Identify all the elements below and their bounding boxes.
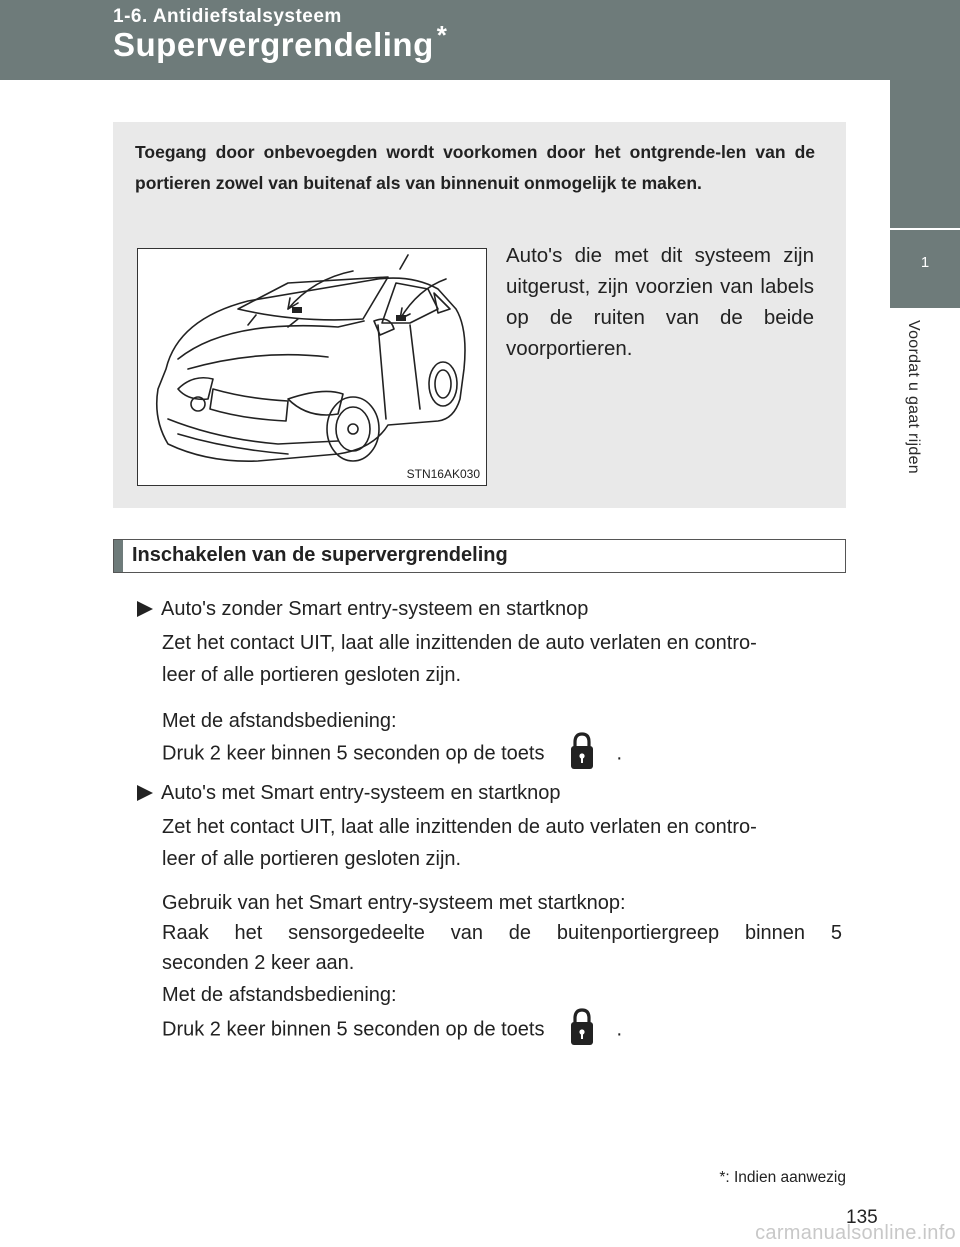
lock-icon — [570, 731, 594, 771]
bullet-arrow-icon — [137, 601, 153, 617]
page-number: 135 — [846, 1207, 878, 1228]
case1-line1: Zet het contact UIT, laat alle inzittenden de auto verlaten en contro- — [162, 632, 757, 654]
car-drawing — [138, 249, 486, 485]
figure-caption: Auto's die met dit systeem zijn uitgerust, zijn voorzien van labels op de ruiten van de beide voorportieren. — [506, 244, 814, 360]
case1-line2: leer of alle portieren gesloten zijn. — [162, 664, 462, 686]
optional-mark: * — [436, 20, 448, 50]
page-title-text: Supervergrendeling — [113, 26, 434, 63]
case1-remote-label: Met de afstandsbediening: — [162, 710, 397, 732]
side-tab-number[interactable]: 1 — [890, 228, 960, 310]
bullet-arrow-icon — [137, 785, 153, 801]
page-title — [113, 20, 448, 64]
case1-title-text: Auto's zonder Smart entry-systeem en startknop — [161, 598, 589, 620]
case1-remote-instruction — [162, 734, 842, 774]
footnote — [719, 1169, 846, 1187]
case2-line1: Zet het contact UIT, laat alle inzittenden de auto verlaten en contro- — [162, 816, 757, 838]
lock-icon — [570, 1007, 594, 1047]
footnote-text: : Indien aanwezig — [725, 1169, 846, 1186]
watermark: carmanualsonline.info — [755, 1222, 956, 1244]
footnote-mark: * — [719, 1169, 726, 1186]
section-heading-label: Inschakelen van de supervergrendeling — [132, 544, 508, 566]
side-tab-top — [890, 0, 960, 228]
case2-remote-instruction-end: . — [616, 1018, 623, 1041]
figure-code: STN16AK030 — [406, 467, 480, 481]
side-tab-divider — [890, 308, 960, 310]
case2-title — [137, 778, 561, 808]
case2-remote-instruction-text: Druk 2 keer binnen 5 seconden op de toets — [162, 1018, 545, 1041]
case2-line2: leer of alle portieren gesloten zijn. — [162, 848, 462, 870]
section-heading-stripe — [114, 540, 123, 572]
case2-remote-label: Met de afstandsbediening: — [162, 984, 397, 1006]
side-tab-label[interactable]: Voordat u gaat rijden — [905, 320, 922, 474]
case1-remote-instruction-end: . — [616, 742, 623, 765]
label-sticker — [396, 315, 406, 321]
case2-smart-line1: Raak het sensorgedeelte van de buitenportiergreep binnen 5 — [162, 922, 842, 944]
label-sticker — [292, 307, 302, 313]
case2-smart-label: Gebruik van het Smart entry-systeem met startknop: — [162, 892, 626, 914]
intro-text: Toegang door onbevoegden wordt voorkomen door het ontgrende-len van de portieren zowel van buitenaf als van binnenuit onmogelijk te maken. — [135, 142, 815, 193]
case2-title-text: Auto's met Smart entry-systeem en startknop — [161, 782, 561, 804]
side-tab-divider — [890, 228, 960, 230]
section-heading — [113, 539, 846, 573]
chapter-title: 1-6. Antidiefstalsysteem — [113, 6, 342, 27]
case2-remote-instruction — [162, 1010, 842, 1050]
case1-remote-instruction-text: Druk 2 keer binnen 5 seconden op de toets — [162, 742, 545, 765]
car-illustration — [137, 248, 487, 486]
case1-title — [137, 594, 588, 624]
case2-smart-line2: seconden 2 keer aan. — [162, 952, 355, 974]
